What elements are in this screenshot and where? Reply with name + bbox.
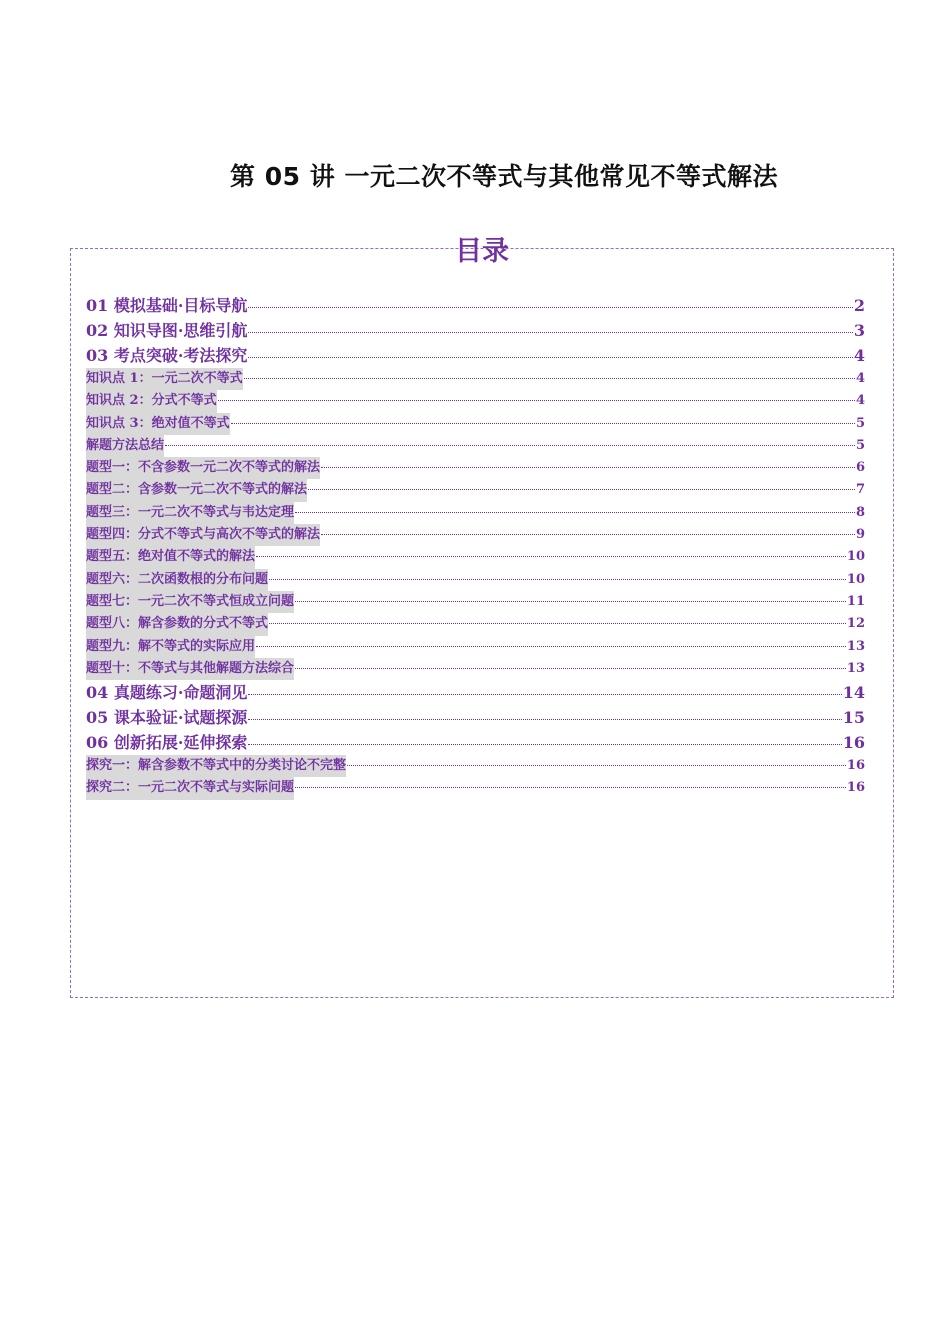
toc-subsection-link[interactable]	[86, 613, 865, 635]
dot-leader	[248, 719, 841, 720]
toc-entry-label: 探究一：解含参数不等式中的分类讨论不完整	[86, 755, 346, 777]
page-title: 第 05 讲 一元二次不等式与其他常见不等式解法	[230, 162, 778, 191]
toc-list	[86, 293, 865, 800]
toc-entry-label: 02 知识导图·思维引航	[86, 321, 248, 340]
toc-section-link[interactable]	[86, 343, 865, 368]
dot-leader	[218, 400, 855, 401]
toc-entry-label: 题型四：分式不等式与高次不等式的解法	[86, 524, 320, 546]
toc-section-link[interactable]	[86, 730, 865, 755]
dot-leader	[295, 787, 846, 788]
dot-leader	[165, 445, 855, 446]
dot-leader	[269, 623, 846, 624]
toc-entry-label: 01 模拟基础·目标导航	[86, 296, 248, 315]
dot-leader	[295, 601, 846, 602]
toc-section-link[interactable]	[86, 705, 865, 730]
toc-entry-label: 04 真题练习·命题洞见	[86, 683, 248, 703]
toc-subsection-link[interactable]	[86, 546, 865, 568]
toc-page-number: 5	[855, 437, 865, 453]
toc-entry-label: 题型一：不含参数一元二次不等式的解法	[86, 457, 320, 479]
toc-page-number: 9	[855, 527, 865, 543]
toc-subsection-link[interactable]	[86, 524, 865, 546]
toc-subsection-link[interactable]	[86, 777, 865, 799]
toc-entry-label: 知识点 2：分式不等式	[86, 390, 217, 412]
toc-entry-label: 题型八：解含参数的分式不等式	[86, 613, 268, 635]
toc-page-number: 10	[846, 549, 865, 565]
toc-entry-label: 题型三：一元二次不等式与韦达定理	[86, 502, 294, 524]
toc-entry-label: 05 课本验证·试题探源	[86, 708, 248, 728]
toc-page-number: 4	[853, 346, 865, 365]
dot-leader	[256, 556, 846, 557]
toc-entry-label: 题型七：一元二次不等式恒成立问题	[86, 591, 294, 613]
toc-entry-label: 题型五：绝对值不等式的解法	[86, 546, 255, 568]
toc-page-number: 2	[853, 296, 865, 315]
dot-leader	[248, 332, 852, 333]
toc-section-link[interactable]	[86, 318, 865, 343]
toc-page-number: 5	[855, 415, 865, 431]
toc-subsection-link[interactable]	[86, 390, 865, 412]
dot-leader	[244, 378, 855, 379]
toc-subsection-link[interactable]	[86, 479, 865, 501]
toc-entry-label: 题型十：不等式与其他解题方法综合	[86, 658, 294, 680]
toc-page-number: 3	[853, 321, 865, 340]
toc-page-number: 13	[846, 660, 865, 676]
toc-page-number: 13	[846, 638, 865, 654]
dot-leader	[248, 744, 841, 745]
toc-entry-label: 题型二：含参数一元二次不等式的解法	[86, 479, 307, 501]
dot-leader	[269, 579, 846, 580]
toc-subsection-link[interactable]	[86, 413, 865, 435]
toc-page-number: 6	[855, 460, 865, 476]
toc-subsection-link[interactable]	[86, 457, 865, 479]
dot-leader	[256, 646, 846, 647]
dot-leader	[295, 668, 846, 669]
toc-subsection-link[interactable]	[86, 591, 865, 613]
toc-entry-label: 知识点 3：绝对值不等式	[86, 413, 230, 435]
toc-entry-label: 解题方法总结	[86, 435, 164, 457]
dot-leader	[295, 512, 855, 513]
toc-subsection-link[interactable]	[86, 569, 865, 591]
toc-entry-label: 题型六：二次函数根的分布问题	[86, 569, 268, 591]
dot-leader	[248, 357, 852, 358]
toc-page-number: 16	[846, 758, 865, 774]
toc-page-number: 16	[842, 733, 865, 753]
toc-entry-label: 03 考点突破·考法探究	[86, 346, 248, 365]
toc-subsection-link[interactable]	[86, 368, 865, 390]
dot-leader	[308, 489, 855, 490]
toc-page-number: 14	[842, 683, 865, 703]
toc-subsection-link[interactable]	[86, 658, 865, 680]
dot-leader	[231, 423, 855, 424]
toc-entry-label: 知识点 1：一元二次不等式	[86, 368, 243, 390]
dot-leader	[248, 307, 852, 308]
dot-leader	[321, 534, 855, 535]
toc-subsection-link[interactable]	[86, 755, 865, 777]
toc-page-number: 15	[842, 708, 865, 728]
toc-heading: 目录	[455, 236, 509, 267]
toc-section-link[interactable]	[86, 293, 865, 318]
toc-page-number: 10	[846, 571, 865, 587]
toc-page-number: 4	[855, 393, 865, 409]
toc-page-number: 12	[846, 616, 865, 632]
toc-subsection-link[interactable]	[86, 502, 865, 524]
toc-subsection-link[interactable]	[86, 636, 865, 658]
toc-entry-label: 06 创新拓展·延伸探索	[86, 733, 248, 753]
toc-page-number: 4	[855, 371, 865, 386]
table-of-contents	[70, 236, 894, 998]
toc-page-number: 8	[855, 504, 865, 520]
dot-leader	[347, 765, 846, 766]
toc-entry-label: 题型九：解不等式的实际应用	[86, 636, 255, 658]
toc-page-number: 11	[846, 593, 865, 609]
toc-page-number: 7	[855, 482, 865, 498]
toc-subsection-link[interactable]	[86, 435, 865, 457]
dot-leader	[248, 694, 841, 695]
toc-entry-label: 探究二：一元二次不等式与实际问题	[86, 777, 294, 799]
toc-section-link[interactable]	[86, 680, 865, 705]
dot-leader	[321, 467, 855, 468]
toc-page-number: 16	[846, 780, 865, 796]
